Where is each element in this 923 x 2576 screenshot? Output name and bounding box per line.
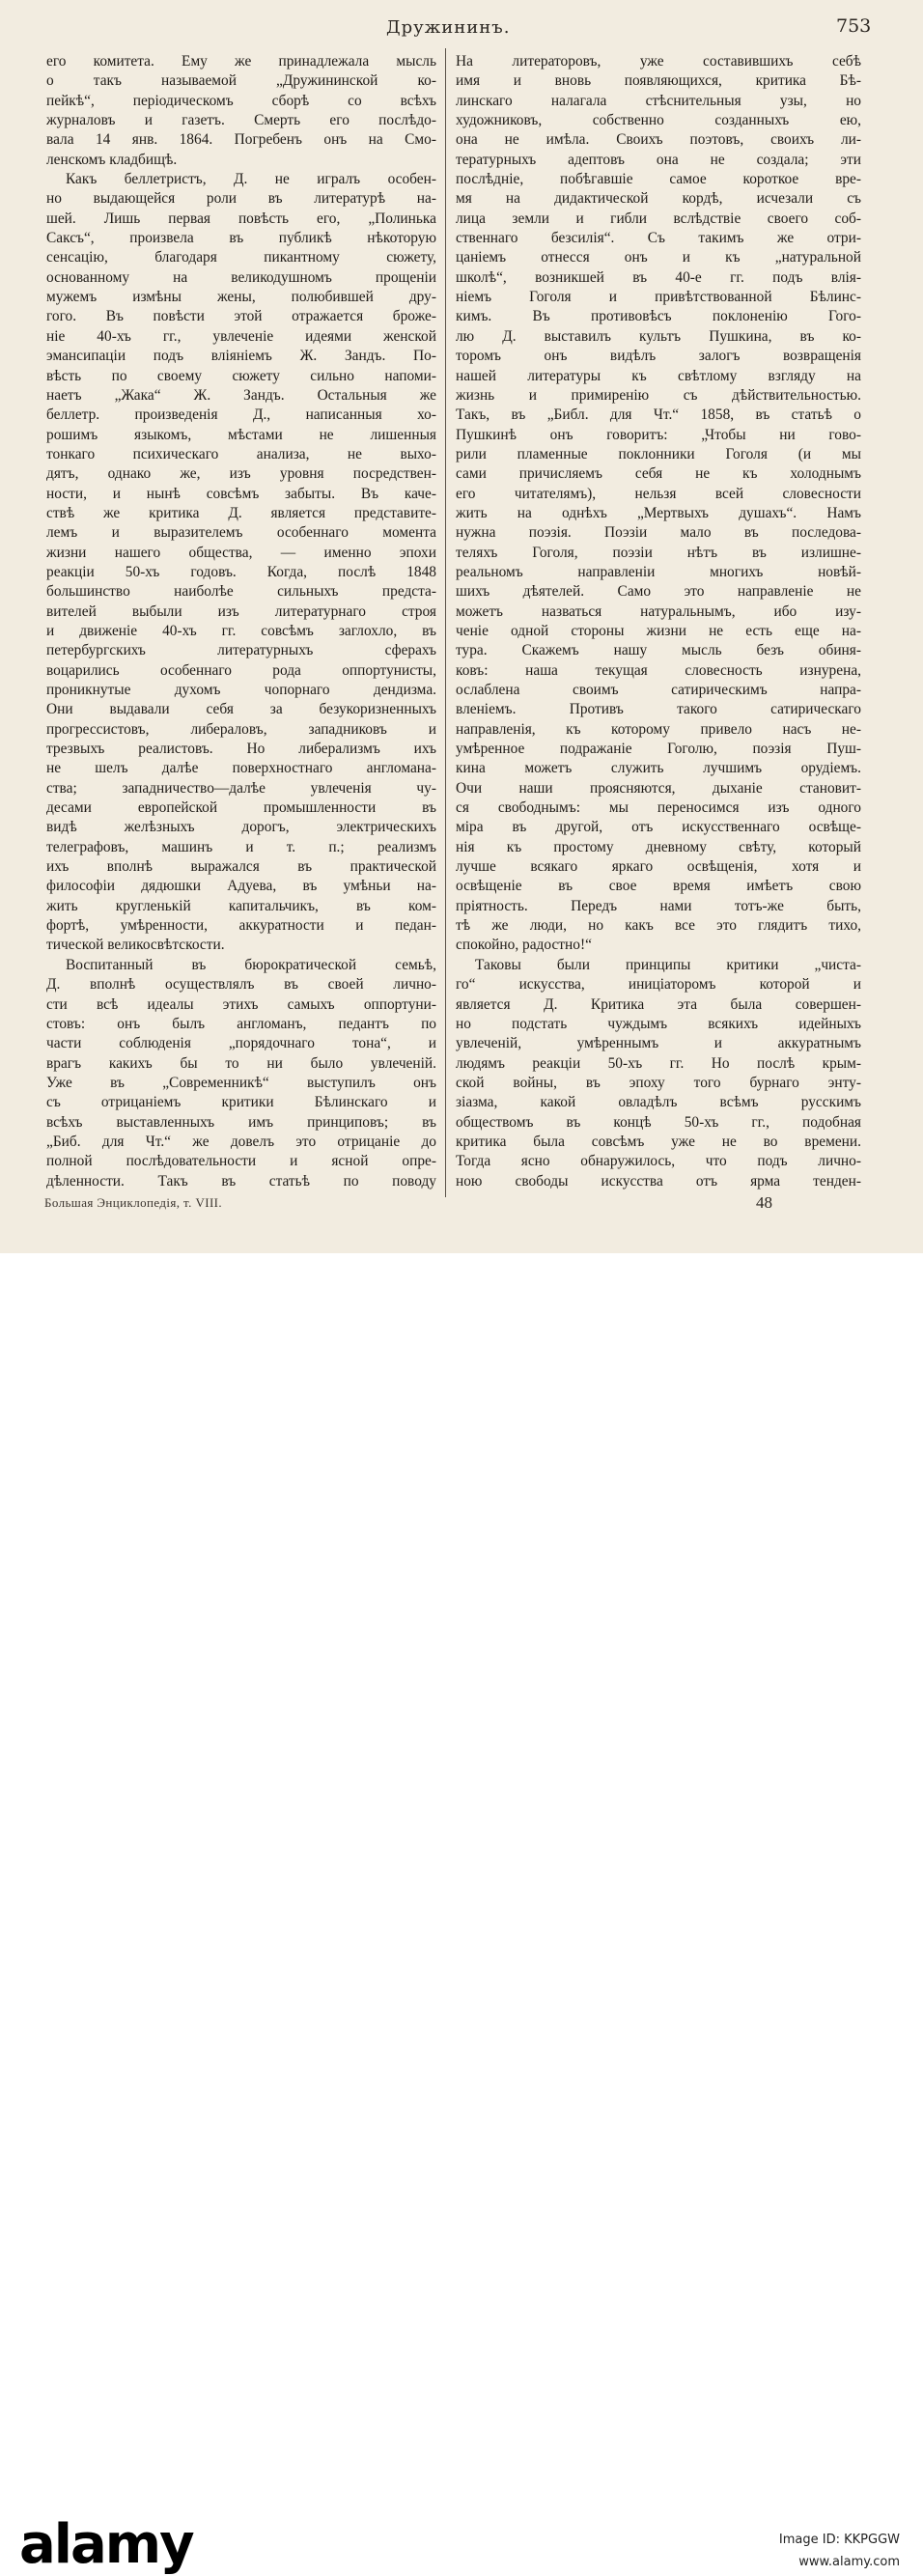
text-line: мя на дидактической кордѣ, исчезали съ bbox=[456, 189, 861, 209]
text-line: ности, и нынѣ совсѣмъ забыты. Въ каче- bbox=[46, 485, 436, 504]
text-line: жизнь и примиренію съ дѣйствительностью. bbox=[456, 386, 861, 406]
text-line: ленскомъ кладбищѣ. bbox=[46, 151, 436, 170]
text-line: сти всѣ идеалы этихъ самыхъ оппортуни- bbox=[46, 995, 436, 1015]
text-line: художниковъ, собственно созданныхъ ею, bbox=[456, 111, 861, 130]
text-line: ною свободы искусства отъ ярма тенден- bbox=[456, 1172, 861, 1191]
text-line: лучше всякаго яркаго освѣщенія, хотя и bbox=[456, 857, 861, 877]
text-line: врагъ какихъ бы то ни было увлеченій. bbox=[46, 1054, 436, 1074]
stock-url: www.alamy.com bbox=[798, 2555, 900, 2569]
text-line: полной послѣдовательности и ясной опре- bbox=[46, 1152, 436, 1171]
text-line: она не имѣла. Своихъ поэтовъ, своихъ ли- bbox=[456, 130, 861, 150]
text-line: ся свободнымъ: мы переносимся изъ одного bbox=[456, 798, 861, 818]
text-line: его комитета. Ему же принадлежала мысль bbox=[46, 52, 436, 71]
text-line: Таковы были принципы критики „чиста- bbox=[456, 956, 861, 975]
text-line: но выдающейся роли въ литературѣ на- bbox=[46, 189, 436, 209]
text-line: спокойно, радостно!“ bbox=[456, 936, 861, 955]
text-line: и движеніе 40-хъ гг. совсѣмъ заглохло, въ bbox=[46, 622, 436, 641]
text-line: Д. вполнѣ осуществлялъ въ своей лично- bbox=[46, 975, 436, 994]
text-line: о такъ называемой „Дружининской ко- bbox=[46, 71, 436, 91]
text-line: жить на однѣхъ „Мертвыхъ душахъ“. Намъ bbox=[456, 504, 861, 523]
text-line: лю Д. выставилъ культъ Пушкина, въ ко- bbox=[456, 327, 861, 347]
text-line: ковъ: наша текущая словесность изнурена, bbox=[456, 661, 861, 681]
text-line: трезвыхъ реалистовъ. Но либерализмъ ихъ bbox=[46, 740, 436, 759]
text-line: обществомъ въ концѣ 50-хъ гг., подобная bbox=[456, 1113, 861, 1133]
text-line: проникнутые духомъ чопорнаго дендизма. bbox=[46, 681, 436, 700]
text-line: освѣщеніе въ свое время имѣетъ свою bbox=[456, 877, 861, 896]
text-line: послѣдніе, побѣгавшіе самое короткое вре- bbox=[456, 170, 861, 189]
text-line: людямъ реакціи 50-хъ гг. Но послѣ крым- bbox=[456, 1054, 861, 1074]
text-line: ской войны, въ эпоху того бурнаго энту- bbox=[456, 1074, 861, 1093]
left-text-column bbox=[46, 52, 436, 1191]
text-line: десами европейской промышленности въ bbox=[46, 798, 436, 818]
text-line: тической великосвѣтскости. bbox=[46, 936, 436, 955]
text-line: направленія, къ которому привело насъ не- bbox=[456, 720, 861, 740]
text-line: Уже въ „Современникѣ“ выступилъ онъ bbox=[46, 1074, 436, 1093]
text-line: имя и вновь появляющихся, критика Бѣ- bbox=[456, 71, 861, 91]
text-line: цаніемъ отнесся онъ и къ „натуральной bbox=[456, 248, 861, 267]
text-line: дѣленности. Такъ въ статьѣ по поводу bbox=[46, 1172, 436, 1191]
text-line: жить кругленькій капитальчикъ, въ ком- bbox=[46, 897, 436, 916]
text-line: мужемъ измѣны жены, полюбившей дру- bbox=[46, 288, 436, 307]
text-line: жизни нашего общества, — именно эпохи bbox=[46, 544, 436, 563]
text-line: ніе 40-хъ гг., увлеченіе идеями женской bbox=[46, 327, 436, 347]
text-line: видѣ желѣзныхъ дорогъ, электрическихъ bbox=[46, 818, 436, 837]
text-line: зіазма, какой овладѣлъ всѣмъ русскимъ bbox=[456, 1093, 861, 1112]
text-line: ченіе одной стороны жизни не есть еще на- bbox=[456, 622, 861, 641]
text-line: дятъ, однако же, изъ уровня посредствен- bbox=[46, 464, 436, 484]
text-line: Они выдавали себя за безукоризненныхъ bbox=[46, 700, 436, 719]
text-line: рили пламенные поклонники Гоголя (и мы bbox=[456, 445, 861, 464]
text-line: тура. Скажемъ нашу мысль безъ обиня- bbox=[456, 641, 861, 660]
text-line: но подстать чуждымъ всякихъ идейныхъ bbox=[456, 1015, 861, 1034]
text-line: Какъ беллетристъ, Д. не игралъ особен- bbox=[46, 170, 436, 189]
text-line: ственнаго безсилія“. Съ такимъ же отри- bbox=[456, 229, 861, 248]
text-line: Очи наши проясняются, дыханіе становит- bbox=[456, 779, 861, 798]
text-line: петербургскихъ литературныхъ сферахъ bbox=[46, 641, 436, 660]
text-line: гого. Въ повѣсти этой отражается броже- bbox=[46, 307, 436, 326]
text-line: ніемъ Гоголя и привѣтствованной Бѣлинс- bbox=[456, 288, 861, 307]
text-line: На литераторовъ, уже составившихъ себѣ bbox=[456, 52, 861, 71]
text-line: пріятность. Передъ нами тотъ-же быть, bbox=[456, 897, 861, 916]
text-line: ства; западничество—далѣе увлеченія чу- bbox=[46, 779, 436, 798]
text-line: увлеченій, умѣреннымъ и аккуратнымъ bbox=[456, 1034, 861, 1053]
text-line: Воспитанный въ бюрократической семьѣ, bbox=[46, 956, 436, 975]
text-line: тературныхъ адептовъ она не создала; эти bbox=[456, 151, 861, 170]
encyclopedia-page bbox=[0, 0, 923, 1253]
text-line: лемъ и выразителемъ особеннаго момента bbox=[46, 523, 436, 543]
text-line: торомъ онъ видѣлъ залогъ возвращенія bbox=[456, 347, 861, 366]
text-line: Пушкинѣ онъ говоритъ: „Чтобы ни гово- bbox=[456, 426, 861, 445]
text-line: тѣ же люди, но какъ все это глядитъ тихо, bbox=[456, 916, 861, 936]
running-title: Дружининъ. bbox=[386, 17, 510, 38]
text-line: ствѣ же критика Д. является представите- bbox=[46, 504, 436, 523]
text-line: вѣсть по своему сюжету сильно напоми- bbox=[46, 367, 436, 386]
text-line: можетъ назваться натуральнымъ, ибо изу- bbox=[456, 602, 861, 622]
text-line: Такъ, въ „Библ. для Чт.“ 1858, въ статьѣ о bbox=[456, 406, 861, 425]
text-line: реальномъ направленіи многихъ новѣй- bbox=[456, 563, 861, 582]
text-line: „Биб. для Чт.“ же довелъ это отрицаніе до bbox=[46, 1133, 436, 1152]
footer-volume-note: Большая Энциклопедія, т. VIII. bbox=[44, 1195, 222, 1211]
column-divider bbox=[445, 48, 446, 1197]
text-line: кимъ. Въ противовѣсъ поклоненію Гого- bbox=[456, 307, 861, 326]
text-line: Саксъ“, произвела въ публикѣ нѣкоторую bbox=[46, 229, 436, 248]
text-line: вителей выбыли изъ литературнаго строя bbox=[46, 602, 436, 622]
signature-mark: 48 bbox=[756, 1193, 772, 1213]
text-line: рошимъ языкомъ, мѣстами не лишенныя bbox=[46, 426, 436, 445]
text-line: нашей литературы къ свѣтлому взгляду на bbox=[456, 367, 861, 386]
text-line: критика была совсѣмъ уже не во времени. bbox=[456, 1133, 861, 1152]
text-line: міра въ другой, отъ искусственнаго освѣще- bbox=[456, 818, 861, 837]
right-text-column bbox=[456, 52, 861, 1193]
text-line: не шелъ далѣе поверхностнаго англомана- bbox=[46, 759, 436, 778]
text-line: эмансипаціи подъ вліяніемъ Ж. Зандъ. По- bbox=[46, 347, 436, 366]
text-line: съ отрицаніемъ критики Бѣлинскаго и bbox=[46, 1093, 436, 1112]
text-line: всѣхъ выставленныхъ имъ принциповъ; въ bbox=[46, 1113, 436, 1133]
text-line: сами причисляемъ себя не къ холоднымъ bbox=[456, 464, 861, 484]
text-line: сенсацію, благодаря пикантному сюжету, bbox=[46, 248, 436, 267]
text-line: прогрессистовъ, либераловъ, западниковъ и bbox=[46, 720, 436, 740]
text-line: лица земли и гибли вслѣдствіе своего соб- bbox=[456, 210, 861, 229]
text-line: школѣ“, возникшей въ 40-е гг. подъ влія- bbox=[456, 268, 861, 288]
alamy-logo: alamy bbox=[19, 2518, 193, 2572]
text-line: нужна поэзія. Поэзіи мало въ последова- bbox=[456, 523, 861, 543]
text-line: стовъ: онъ былъ англоманъ, педантъ по bbox=[46, 1015, 436, 1034]
text-line bbox=[456, 1191, 861, 1193]
text-line: кина можетъ служить лучшимъ орудіемъ. bbox=[456, 759, 861, 778]
text-line: телеграфовъ, машинъ и т. п.; реализмъ bbox=[46, 838, 436, 857]
text-line: журналовъ и газетъ. Смерть его послѣдо- bbox=[46, 111, 436, 130]
stock-watermark-bar bbox=[0, 1253, 923, 1342]
text-line: вленіемъ. Противъ такого сатирическаго bbox=[456, 700, 861, 719]
text-line: части соблюденія „порядочнаго тона“, и bbox=[46, 1034, 436, 1053]
text-line: фортѣ, умѣренности, аккуратности и педан- bbox=[46, 916, 436, 936]
text-line: является Д. Критика эта была совершен- bbox=[456, 995, 861, 1015]
page-number: 753 bbox=[836, 15, 871, 37]
text-line: умѣренное подражаніе Гоголю, поэзія Пуш- bbox=[456, 740, 861, 759]
text-line: ихъ вполнѣ выражался въ практической bbox=[46, 857, 436, 877]
text-line: тонкаго психическаго анализа, не выхо- bbox=[46, 445, 436, 464]
text-line: большинство наиболѣе сильныхъ предста- bbox=[46, 582, 436, 602]
text-line: шихъ дѣятелей. Само это направленіе не bbox=[456, 582, 861, 602]
text-line: реакціи 50-хъ годовъ. Когда, послѣ 1848 bbox=[46, 563, 436, 582]
image-id: Image ID: KKPGGW bbox=[779, 2533, 900, 2547]
text-line: философіи дядюшки Адуева, въ умѣньи на- bbox=[46, 877, 436, 896]
text-line: го“ искусства, иниціаторомъ которой и bbox=[456, 975, 861, 994]
text-line: линскаго налагала стѣснительныя узы, но bbox=[456, 92, 861, 111]
text-line: шей. Лишь первая повѣсть его, „Полинька bbox=[46, 210, 436, 229]
text-line: нія къ простому дневному свѣту, который bbox=[456, 838, 861, 857]
text-line: воцарились особеннаго рода оппортунисты, bbox=[46, 661, 436, 681]
text-line: беллетр. произведенія Д., написанныя хо- bbox=[46, 406, 436, 425]
text-line: пейкѣ“, періодическомъ сборѣ со всѣхъ bbox=[46, 92, 436, 111]
text-line: Тогда ясно обнаружилось, что подъ лично- bbox=[456, 1152, 861, 1171]
text-line: ослаблена своимъ сатирическимъ напра- bbox=[456, 681, 861, 700]
text-line: теляхъ Гоголя, поэзіи нѣтъ въ излишне- bbox=[456, 544, 861, 563]
text-line: наетъ „Жака“ Ж. Зандъ. Остальныя же bbox=[46, 386, 436, 406]
text-line: его читателямъ), нельзя всей словесности bbox=[456, 485, 861, 504]
text-line: вала 14 янв. 1864. Погребенъ онъ на Смо- bbox=[46, 130, 436, 150]
text-line: основанному на великодушномъ прощеніи bbox=[46, 268, 436, 288]
